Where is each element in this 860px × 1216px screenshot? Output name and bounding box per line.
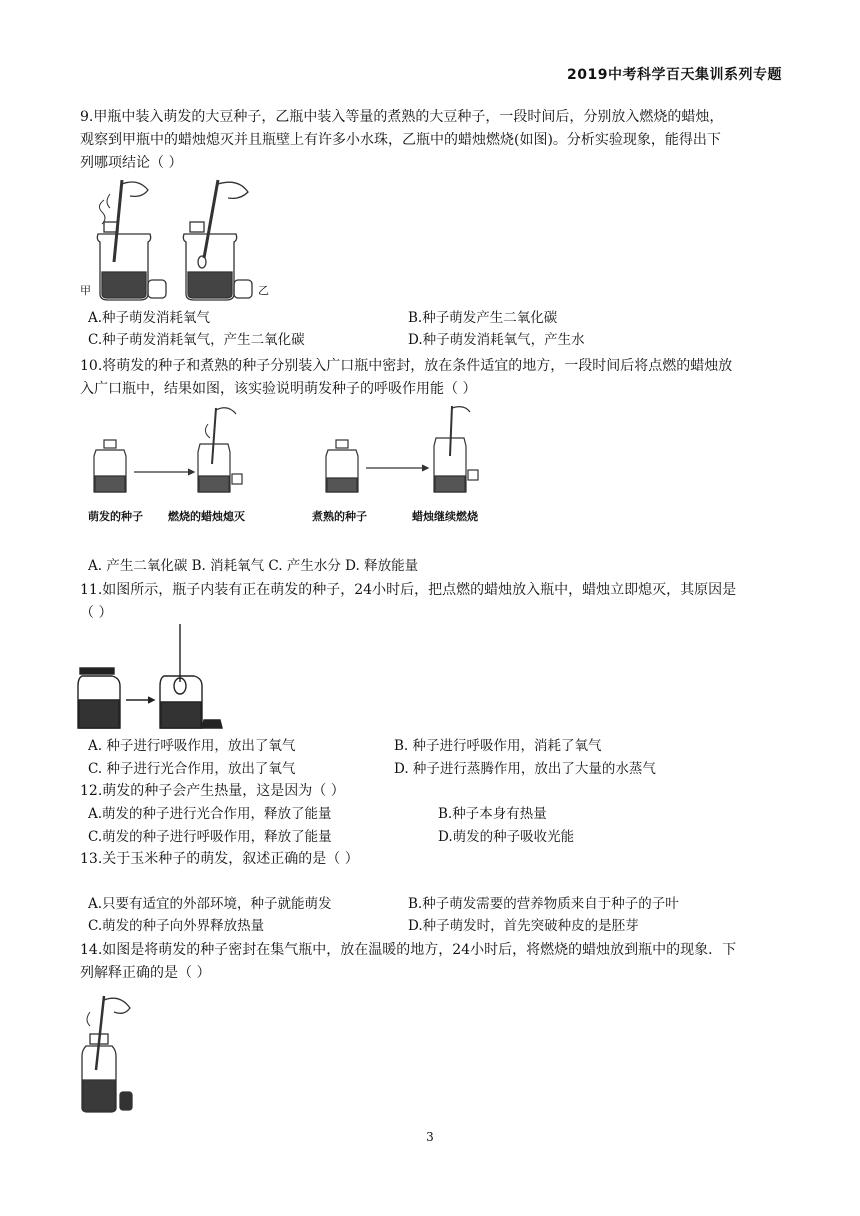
q11-figure: [76, 622, 236, 732]
q14-line-1: 14.如图是将萌发的种子密封在集气瓶中，放在温暖的地方，24小时后，将燃烧的蜡烛放到瓶中的现象．下: [80, 942, 737, 958]
q12-line: 12.萌发的种子会产生热量，这是因为（ ）: [80, 783, 345, 799]
q10-options: A. 产生二氧化碳 B. 消耗氧气 C. 产生水分 D. 释放能量: [88, 558, 419, 574]
q9-option-d: D.种子萌发消耗氧气，产生水: [408, 332, 585, 348]
q13-option-d: D.种子萌发时，首先突破种皮的是胚芽: [408, 918, 639, 934]
q9-label-yi: 乙: [258, 284, 269, 297]
q10-line-2: 入广口瓶中，结果如图，该实验说明萌发种子的呼吸作用能（ ）: [80, 381, 477, 397]
page-number: 3: [426, 1130, 434, 1144]
q11-option-c: C. 种子进行光合作用，放出了氧气: [88, 761, 296, 777]
jar-jia: [97, 180, 150, 300]
q12-option-b: B.种子本身有热量: [438, 806, 547, 822]
q13-option-a: A.只要有适宜的外部环境，种子就能萌发: [88, 896, 332, 912]
q9-label-jia: 甲: [80, 284, 91, 297]
q10-line-1: 10.将萌发的种子和煮熟的种子分别装入广口瓶中密封，放在条件适宜的地方，一段时间后将点燃的蜡烛放: [80, 358, 733, 374]
q13-option-c: C.萌发的种子向外界释放热量: [88, 918, 265, 934]
q10-caption-2: 燃烧的蜡烛熄灭: [168, 510, 245, 523]
q10-figure: [80, 404, 500, 500]
q12-option-d: D.萌发的种子吸收光能: [438, 829, 575, 845]
q9-option-b: B.种子萌发产生二氧化碳: [408, 310, 558, 326]
q9-option-c: C.种子萌发消耗氧气，产生二氧化碳: [88, 332, 305, 348]
q9-figure: [78, 176, 278, 304]
q12-option-a: A.萌发的种子进行光合作用，释放了能量: [88, 806, 332, 822]
q11-line-1: 11.如图所示，瓶子内装有正在萌发的种子，24小时后，把点燃的蜡烛放入瓶中，蜡烛立即熄灭，其原因是: [80, 582, 737, 598]
q9-line-1: 9.甲瓶中装入萌发的大豆种子，乙瓶中装入等量的煮熟的大豆种子，一段时间后，分别放入燃烧的蜡烛，: [80, 109, 724, 125]
q11-line-2: （ ）: [80, 605, 113, 621]
q13-line: 13.关于玉米种子的萌发，叙述正确的是（ ）: [80, 851, 359, 867]
q11-option-d: D. 种子进行蒸腾作用，放出了大量的水蒸气: [394, 761, 656, 777]
q9-option-a: A.种子萌发消耗氧气: [88, 310, 211, 326]
q10-caption-4: 蜡烛继续燃烧: [412, 510, 478, 523]
q11-option-a: A. 种子进行呼吸作用，放出了氧气: [88, 738, 296, 754]
q11-option-b: B. 种子进行呼吸作用，消耗了氧气: [394, 738, 602, 754]
q14-line-2: 列解释正确的是（ ）: [80, 965, 211, 981]
q13-option-b: B.种子萌发需要的营养物质来自于种子的子叶: [408, 896, 679, 912]
q10-caption-1: 萌发的种子: [88, 510, 143, 523]
page-header: 2019中考科学百天集训系列专题: [567, 67, 782, 83]
q9-line-3: 列哪项结论（ ）: [80, 155, 183, 171]
q9-line-2: 观察到甲瓶中的蜡烛熄灭并且瓶壁上有许多小水珠，乙瓶中的蜡烛燃烧(如图)。分析实验现象，能得出下: [80, 132, 721, 148]
q14-figure: [78, 990, 148, 1116]
q10-caption-3: 煮熟的种子: [312, 510, 367, 523]
q12-option-c: C.萌发的种子进行呼吸作用，释放了能量: [88, 829, 332, 845]
jar-yi: [183, 180, 248, 300]
